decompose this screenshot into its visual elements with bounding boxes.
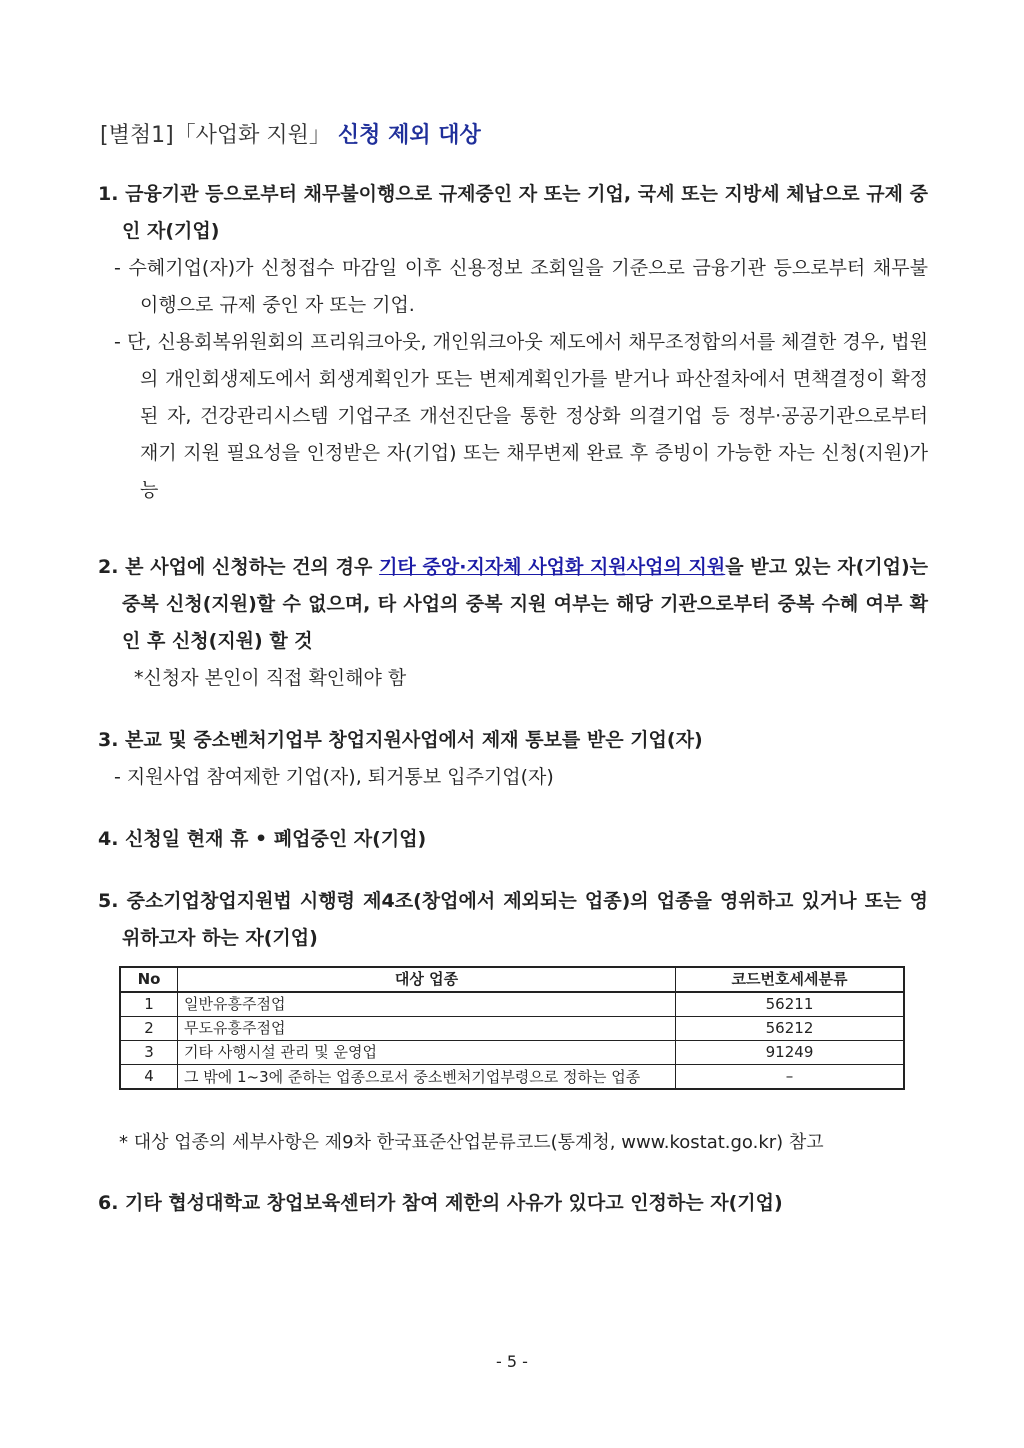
section-5-heading: 5. 중소기업창업지원법 시행령 제4조(창업에서 제외되는 업종)의 업종을 영위하고 있거나 또는 영위하고자 하는 자(기업) xyxy=(98,890,928,949)
section-4 xyxy=(98,821,928,858)
section-6 xyxy=(98,1185,928,1222)
table-row xyxy=(120,1041,904,1065)
row-code: 56211 xyxy=(676,992,905,1017)
section-2-heading-a: 2. 본 사업에 신청하는 건의 경우 xyxy=(98,556,380,578)
section-2-heading xyxy=(98,549,928,660)
table-row xyxy=(120,1065,904,1090)
row-industry: 그 밖에 1~3에 준하는 업종으로서 중소벤처기업부령으로 정하는 업종 xyxy=(178,1065,676,1090)
row-code: – xyxy=(676,1065,905,1090)
table-row xyxy=(120,992,904,1017)
row-code: 56212 xyxy=(676,1017,905,1041)
page-title xyxy=(100,118,481,149)
section-6-heading: 6. 기타 협성대학교 창업보육센터가 참여 제한의 사유가 있다고 인정하는 자(기업) xyxy=(98,1192,783,1214)
table-row xyxy=(120,1017,904,1041)
section-2 xyxy=(98,549,928,697)
section-3-bullet-1: - 지원사업 참여제한 기업(자), 퇴거통보 입주기업(자) xyxy=(114,766,554,788)
row-no: 1 xyxy=(120,992,178,1017)
title-accent: 신청 제외 대상 xyxy=(337,123,481,148)
section-3 xyxy=(98,722,928,796)
section-2-heading-b: 을 받고 있는 자(기업)는 중복 신청(지원)할 수 없으며, 타 사업의 중복 지원 여부는 해당 기관으로부터 중복 수혜 여부 확인 후 신청(지원) 할 것 xyxy=(122,556,928,652)
row-no: 2 xyxy=(120,1017,178,1041)
section-1-bullet-1: - 수혜기업(자)가 신청접수 마감일 이후 신용정보 조회일을 기준으로 금융기관 등으로부터 채무불이행으로 규제 중인 자 또는 기업. xyxy=(114,257,928,316)
row-industry: 기타 사행시설 관리 및 운영업 xyxy=(178,1041,676,1065)
row-industry: 일반유흥주점업 xyxy=(178,992,676,1017)
header-code: 코드번호세세분류 xyxy=(676,967,905,992)
section-5 xyxy=(98,883,928,957)
header-industry: 대상 업종 xyxy=(178,967,676,992)
row-code: 91249 xyxy=(676,1041,905,1065)
section-1-bullet-2: - 단, 신용회복위원회의 프리워크아웃, 개인워크아웃 제도에서 채무조정합의서를 체결한 경우, 법원의 개인회생제도에서 회생계획인가 또는 변제계획인가를 받거나 파산절차에서 면책결정이 확정된 자, 건강관리시스템 기업구조 개선진단을 통한 정상화 의결기업 등 정부·공공기관으로부터 재기 지원 필요성을 인정받은 자(기업) 또는 채무변제 완료 후 증빙이 가능한 자는 신청(지원)가능 xyxy=(114,331,928,501)
section-4-heading: 4. 신청일 현재 휴 • 폐업중인 자(기업) xyxy=(98,828,427,850)
title-prefix: [별첨1]「사업화 지원」 xyxy=(100,123,331,148)
table-footnote: * 대상 업종의 세부사항은 제9차 한국표준산업분류코드(통계청, www.kostat.go.kr) 참고 xyxy=(119,1132,824,1153)
row-no: 3 xyxy=(120,1041,178,1065)
section-2-note: *신청자 본인이 직접 확인해야 함 xyxy=(134,667,407,689)
section-1 xyxy=(98,176,928,509)
row-industry: 무도유흥주점업 xyxy=(178,1017,676,1041)
excluded-industries-table xyxy=(119,966,905,1090)
section-3-heading: 3. 본교 및 중소벤처기업부 창업지원사업에서 제재 통보를 받은 기업(자) xyxy=(98,729,703,751)
table-header-row xyxy=(120,967,904,992)
support-program-link[interactable]: 기타 중앙·지자체 사업화 지원사업의 지원 xyxy=(379,556,726,578)
page-number: - 5 - xyxy=(496,1352,528,1371)
row-no: 4 xyxy=(120,1065,178,1090)
section-1-heading: 1. 금융기관 등으로부터 채무불이행으로 규제중인 자 또는 기업, 국세 또는 지방세 체납으로 규제 중인 자(기업) xyxy=(98,183,928,242)
header-no: No xyxy=(120,967,178,992)
